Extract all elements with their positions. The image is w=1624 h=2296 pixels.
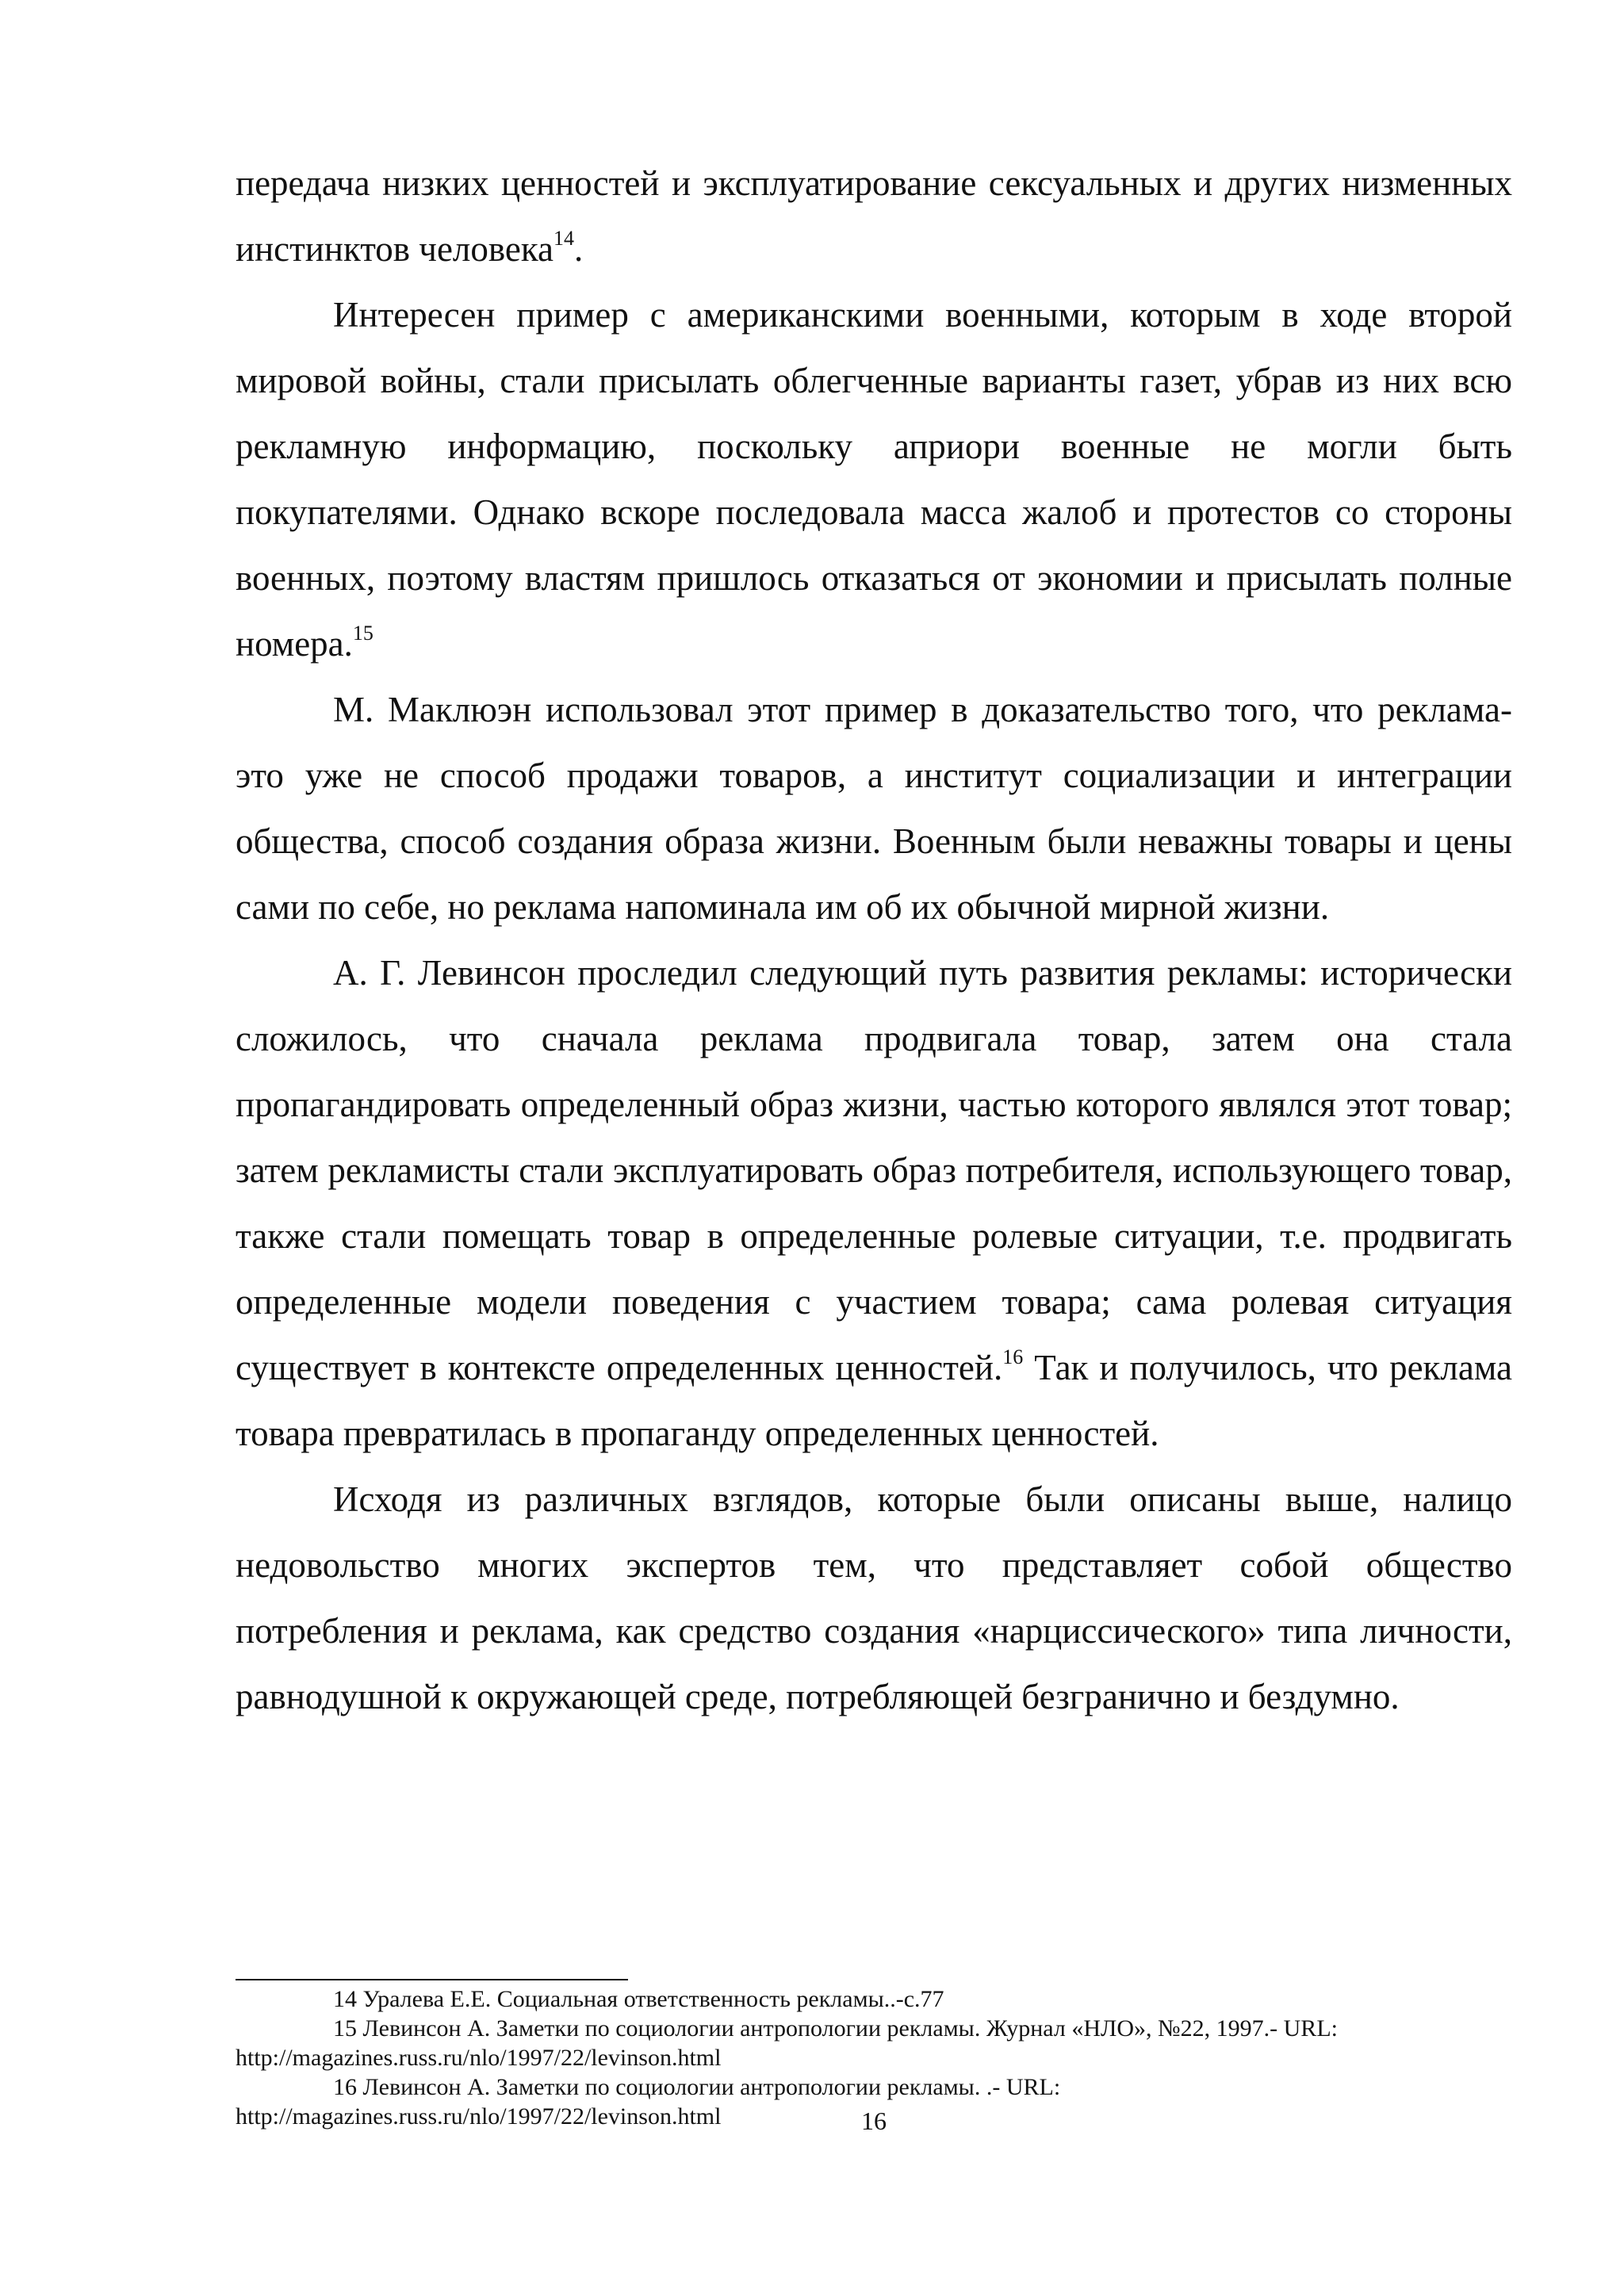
footnote-text: 14 Уралева Е.Е. Социальная ответственность рекламы..-с.77 — [333, 1986, 944, 2012]
footnote-url[interactable]: http://magazines.russ.ru/nlo/1997/22/levinson.html — [236, 2103, 722, 2130]
document-body — [236, 151, 1512, 1730]
footnote-separator — [236, 1979, 628, 1980]
paragraph-text: Интересен пример с американскими военными, которым в ходе второй мировой войны, стали присылать облегченные варианты газет, убрав из них всю рекламную информацию, поскольку априори военные не могли быть покупателями. Однако вскоре последовала масса жалоб и протестов со стороны военных, поэтому властям пришлось отказаться от экономии и присылать полные номера. — [236, 295, 1512, 664]
paragraph-text: Исходя из различных взглядов, которые были описаны выше, налицо недовольство многих экспертов тем, что представляет собой общество потребления и реклама, как средство создания «нарциссического» типа личности, равнодушной к окружающей среде, потребляющей безгранично и бездумно. — [236, 1479, 1512, 1716]
paragraph-levinson — [236, 940, 1512, 1467]
paragraph-conclusion — [236, 1467, 1512, 1730]
footnote-url[interactable]: http://magazines.russ.ru/nlo/1997/22/levinson.html — [236, 2045, 722, 2071]
footnote-ref-16: 16 — [1002, 1345, 1024, 1368]
paragraph-text: Так и получилось, что реклама товара превратилась в пропаганду определенных ценностей. — [236, 1348, 1512, 1453]
page-number: 16 — [861, 2107, 887, 2135]
footnote-text: 15 Левинсон А. Заметки по социологии антропологии рекламы. Журнал «НЛО», №22, 1997.- URL: — [333, 2015, 1338, 2042]
footnote-14 — [236, 1984, 1512, 2014]
paragraph-american-military — [236, 282, 1512, 677]
footnote-15 — [236, 2014, 1512, 2072]
paragraph-text: передача низких ценностей и эксплуатирование сексуальных и других низменных инстинктов человека — [236, 163, 1512, 269]
footnote-ref-15: 15 — [352, 622, 373, 645]
footnote-ref-14: 14 — [553, 227, 574, 250]
paragraph-mcluhan — [236, 677, 1512, 940]
paragraph-text: А. Г. Левинсон проследил следующий путь развития рекламы: исторически сложилось, что сначала реклама продвигала товар, затем она стала пропагандировать определенный образ жизни, частью которого являлся этот товар; затем рекламисты стали эксплуатировать образ потребителя, использующего товар, также стали помещать товар в определенные ролевые ситуации, т.е. продвигать определенные модели поведения с участием товара; сама ролевая ситуация существует в контексте определенных ценностей. — [236, 953, 1512, 1387]
footnote-text: 16 Левинсон А. Заметки по социологии антропологии рекламы. .- URL: — [333, 2074, 1061, 2100]
paragraph-text: М. Маклюэн использовал этот пример в доказательство того, что реклама- это уже не способ продажи товаров, а институт социализации и интеграции общества, способ создания образа жизни. Военным были неважны товары и цены сами по себе, но реклама напоминала им об их обычной мирной жизни. — [236, 690, 1512, 927]
paragraph-text: . — [573, 229, 584, 269]
paragraph-continuation — [236, 151, 1512, 282]
